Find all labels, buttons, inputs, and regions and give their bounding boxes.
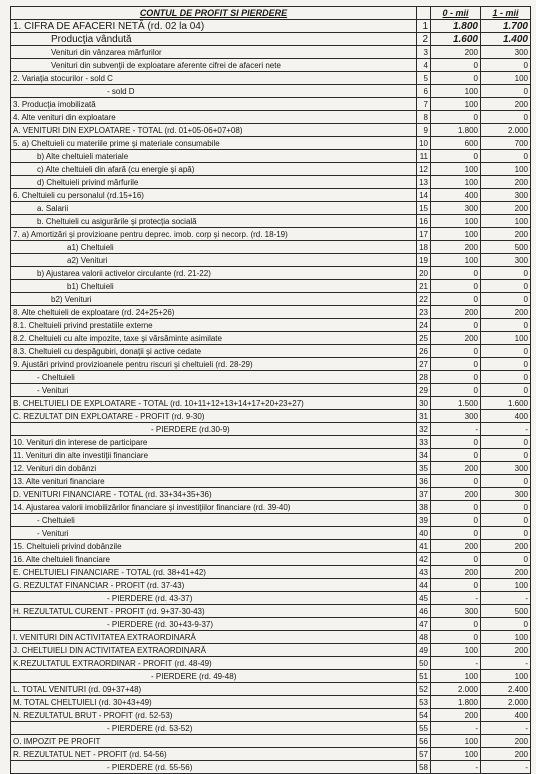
value-curr: - xyxy=(481,761,531,774)
row-number: 43 xyxy=(417,566,431,579)
row-label: 13. Alte venituri financiare xyxy=(11,475,417,488)
row-number: 35 xyxy=(417,462,431,475)
value-curr: 0 xyxy=(481,150,531,163)
value-curr: 0 xyxy=(481,618,531,631)
table-row xyxy=(11,20,531,33)
table-row xyxy=(11,345,531,358)
value-prev: 0 xyxy=(431,150,481,163)
table-row xyxy=(11,657,531,670)
value-prev: 200 xyxy=(431,488,481,501)
value-curr: 0 xyxy=(481,267,531,280)
value-curr: 200 xyxy=(481,306,531,319)
row-number: 21 xyxy=(417,280,431,293)
value-curr: 200 xyxy=(481,566,531,579)
value-prev: 100 xyxy=(431,254,481,267)
row-number: 57 xyxy=(417,748,431,761)
row-label: - PIERDERE (rd.30-9) xyxy=(11,423,417,436)
row-number: 45 xyxy=(417,592,431,605)
row-label: N. REZULTATUL BRUT - PROFIT (rd. 52-53) xyxy=(11,709,417,722)
row-number: 58 xyxy=(417,761,431,774)
row-number: 2 xyxy=(417,33,431,46)
value-curr: 0 xyxy=(481,85,531,98)
row-number: 52 xyxy=(417,683,431,696)
value-curr: 0 xyxy=(481,501,531,514)
row-label: G. REZULTAT FINANCIAR - PROFIT (rd. 37-43) xyxy=(11,579,417,592)
table-row xyxy=(11,137,531,150)
row-label: b1) Cheltuieli xyxy=(11,280,417,293)
value-curr: 200 xyxy=(481,735,531,748)
row-number: 20 xyxy=(417,267,431,280)
table-row xyxy=(11,644,531,657)
value-prev: 2.000 xyxy=(431,683,481,696)
table-row xyxy=(11,761,531,774)
row-number: 38 xyxy=(417,501,431,514)
row-label: I. VENITURI DIN ACTIVITATEA EXTRAORDINARĂ xyxy=(11,631,417,644)
row-number: 48 xyxy=(417,631,431,644)
row-label: 16. Alte cheltuieli financiare xyxy=(11,553,417,566)
value-prev: 0 xyxy=(431,579,481,592)
table-row xyxy=(11,215,531,228)
table-row xyxy=(11,72,531,85)
value-curr: 300 xyxy=(481,46,531,59)
row-label: Venituri din vânzarea mărfurilor xyxy=(11,46,417,59)
value-curr: 200 xyxy=(481,540,531,553)
value-curr: 100 xyxy=(481,631,531,644)
value-curr: 0 xyxy=(481,371,531,384)
value-prev: - xyxy=(431,423,481,436)
row-label: Producţia vândută xyxy=(11,33,417,46)
profit-loss-table xyxy=(10,6,531,774)
row-label: 7. a) Amortizări şi provizioane pentru deprec. imob. corp şi necorp. (rd. 18-19) xyxy=(11,228,417,241)
value-prev: 300 xyxy=(431,605,481,618)
table-row xyxy=(11,436,531,449)
table-row xyxy=(11,228,531,241)
table-row xyxy=(11,475,531,488)
row-number: 14 xyxy=(417,189,431,202)
row-number: 50 xyxy=(417,657,431,670)
value-curr: 2.400 xyxy=(481,683,531,696)
value-prev: 200 xyxy=(431,332,481,345)
row-label: K.REZULTATUL EXTRAORDINAR - PROFIT (rd. 48-49) xyxy=(11,657,417,670)
table-row xyxy=(11,124,531,137)
value-prev: 0 xyxy=(431,358,481,371)
row-number: 23 xyxy=(417,306,431,319)
row-label: 6. Cheltuieli cu personalul (rd.15+16) xyxy=(11,189,417,202)
row-label: 12. Venituri din dobânzi xyxy=(11,462,417,475)
table-row xyxy=(11,254,531,267)
row-label: O. IMPOZIT PE PROFIT xyxy=(11,735,417,748)
value-curr: 0 xyxy=(481,319,531,332)
value-prev: 0 xyxy=(431,111,481,124)
row-number: 9 xyxy=(417,124,431,137)
value-prev: 300 xyxy=(431,410,481,423)
value-curr: 300 xyxy=(481,189,531,202)
table-row xyxy=(11,462,531,475)
table-row xyxy=(11,514,531,527)
row-number: 5 xyxy=(417,72,431,85)
row-label: c) Alte cheltuieli din afară (cu energie şi apă) xyxy=(11,163,417,176)
table-row xyxy=(11,306,531,319)
row-number: 30 xyxy=(417,397,431,410)
row-label: - Cheltuieli xyxy=(11,371,417,384)
row-number: 27 xyxy=(417,358,431,371)
value-prev: 100 xyxy=(431,735,481,748)
row-number: 36 xyxy=(417,475,431,488)
row-number: 11 xyxy=(417,150,431,163)
value-curr: 0 xyxy=(481,358,531,371)
table-row xyxy=(11,618,531,631)
value-prev: 100 xyxy=(431,748,481,761)
value-prev: 100 xyxy=(431,670,481,683)
row-number: 47 xyxy=(417,618,431,631)
row-label: 8.2. Cheltuieli cu alte impozite, taxe şi vărsăminte asimilate xyxy=(11,332,417,345)
row-number: 39 xyxy=(417,514,431,527)
table-row xyxy=(11,527,531,540)
value-curr: 100 xyxy=(481,670,531,683)
row-label: a1) Cheltuieli xyxy=(11,241,417,254)
column-header-curr: 1 - mii xyxy=(481,7,531,20)
value-curr: 100 xyxy=(481,332,531,345)
row-label: - PIERDERE (rd. 49-48) xyxy=(11,670,417,683)
row-number: 12 xyxy=(417,163,431,176)
value-prev: 100 xyxy=(431,163,481,176)
row-number: 8 xyxy=(417,111,431,124)
value-curr: 200 xyxy=(481,748,531,761)
row-label: - PIERDERE (rd. 53-52) xyxy=(11,722,417,735)
value-prev: 400 xyxy=(431,189,481,202)
value-prev: 0 xyxy=(431,384,481,397)
value-curr: 0 xyxy=(481,59,531,72)
table-row xyxy=(11,683,531,696)
row-number: 16 xyxy=(417,215,431,228)
value-prev: 100 xyxy=(431,644,481,657)
value-curr: 100 xyxy=(481,579,531,592)
row-number: 29 xyxy=(417,384,431,397)
row-label: d) Cheltuieli privind mărfurile xyxy=(11,176,417,189)
value-prev: 1.800 xyxy=(431,20,481,33)
value-prev: 100 xyxy=(431,228,481,241)
row-label: M. TOTAL CHELTUIELI (rd. 30+43+49) xyxy=(11,696,417,709)
table-row xyxy=(11,150,531,163)
table-row xyxy=(11,423,531,436)
value-prev: 0 xyxy=(431,527,481,540)
row-number: 19 xyxy=(417,254,431,267)
table-row xyxy=(11,189,531,202)
value-curr: 0 xyxy=(481,293,531,306)
value-prev: 0 xyxy=(431,280,481,293)
value-curr: 0 xyxy=(481,527,531,540)
row-label: - Venituri xyxy=(11,527,417,540)
row-label: 10. Venituri din interese de participare xyxy=(11,436,417,449)
table-row xyxy=(11,111,531,124)
value-curr: 1.600 xyxy=(481,397,531,410)
row-number: 18 xyxy=(417,241,431,254)
value-prev: 0 xyxy=(431,345,481,358)
row-label: 3. Producţia imobilizată xyxy=(11,98,417,111)
value-curr: 1.400 xyxy=(481,33,531,46)
table-row xyxy=(11,553,531,566)
table-row xyxy=(11,46,531,59)
row-label: 1. CIFRA DE AFACERI NETĂ (rd. 02 la 04) xyxy=(11,20,417,33)
row-label: b2) Venituri xyxy=(11,293,417,306)
row-label: - PIERDERE (rd. 43-37) xyxy=(11,592,417,605)
value-curr: 0 xyxy=(481,475,531,488)
row-label: a2) Venituri xyxy=(11,254,417,267)
value-prev: - xyxy=(431,592,481,605)
value-curr: 0 xyxy=(481,436,531,449)
table-header-row xyxy=(11,7,531,20)
table-row xyxy=(11,670,531,683)
row-number: 41 xyxy=(417,540,431,553)
table-row xyxy=(11,566,531,579)
table-row xyxy=(11,735,531,748)
row-label: Venituri din subvenţii de exploatare aferente cifrei de afaceri nete xyxy=(11,59,417,72)
value-curr: - xyxy=(481,657,531,670)
table-row xyxy=(11,98,531,111)
value-prev: 100 xyxy=(431,85,481,98)
table-row xyxy=(11,748,531,761)
value-prev: 1.800 xyxy=(431,124,481,137)
value-prev: 1.600 xyxy=(431,33,481,46)
row-number: 33 xyxy=(417,436,431,449)
table-row xyxy=(11,163,531,176)
value-curr: 0 xyxy=(481,111,531,124)
row-number: 22 xyxy=(417,293,431,306)
row-label: R. REZULTATUL NET - PROFIT (rd. 54-56) xyxy=(11,748,417,761)
value-prev: 0 xyxy=(431,319,481,332)
table-body xyxy=(11,20,531,774)
row-label: a. Salarii xyxy=(11,202,417,215)
value-curr: 200 xyxy=(481,98,531,111)
row-label: - Cheltuieli xyxy=(11,514,417,527)
value-curr: 0 xyxy=(481,384,531,397)
table-row xyxy=(11,592,531,605)
value-curr: 500 xyxy=(481,605,531,618)
row-number: 44 xyxy=(417,579,431,592)
value-prev: 200 xyxy=(431,566,481,579)
row-number: 56 xyxy=(417,735,431,748)
value-curr: 200 xyxy=(481,644,531,657)
row-number: 51 xyxy=(417,670,431,683)
value-curr: 300 xyxy=(481,462,531,475)
row-number: 31 xyxy=(417,410,431,423)
document-title: CONTUL DE PROFIT SI PIERDERE xyxy=(11,7,417,20)
value-prev: 0 xyxy=(431,501,481,514)
value-curr: 100 xyxy=(481,72,531,85)
table-row xyxy=(11,241,531,254)
row-number: 34 xyxy=(417,449,431,462)
row-label: 14. Ajustarea valorii imobilizărilor financiare şi investiţiilor financiare (rd. 39-40) xyxy=(11,501,417,514)
value-prev: - xyxy=(431,761,481,774)
row-label: C. REZULTAT DIN EXPLOATARE - PROFIT (rd. 9-30) xyxy=(11,410,417,423)
table-row xyxy=(11,384,531,397)
value-prev: 0 xyxy=(431,475,481,488)
row-label: - sold D xyxy=(11,85,417,98)
table-row xyxy=(11,696,531,709)
row-number: 13 xyxy=(417,176,431,189)
row-number: 24 xyxy=(417,319,431,332)
value-curr: 100 xyxy=(481,163,531,176)
table-row xyxy=(11,709,531,722)
value-curr: 1.700 xyxy=(481,20,531,33)
row-number: 55 xyxy=(417,722,431,735)
value-curr: - xyxy=(481,722,531,735)
row-number: 25 xyxy=(417,332,431,345)
row-label: A. VENITURI DIN EXPLOATARE - TOTAL (rd. 01+05-06+07+08) xyxy=(11,124,417,137)
row-number: 37 xyxy=(417,488,431,501)
value-prev: 0 xyxy=(431,371,481,384)
value-curr: 0 xyxy=(481,345,531,358)
column-header-prev: 0 - mii xyxy=(431,7,481,20)
value-prev: 200 xyxy=(431,709,481,722)
row-number: 26 xyxy=(417,345,431,358)
value-prev: 0 xyxy=(431,59,481,72)
value-curr: 200 xyxy=(481,176,531,189)
table-row xyxy=(11,280,531,293)
table-row xyxy=(11,540,531,553)
value-prev: 200 xyxy=(431,46,481,59)
value-prev: 0 xyxy=(431,514,481,527)
row-number: 17 xyxy=(417,228,431,241)
value-prev: 0 xyxy=(431,436,481,449)
value-curr: 100 xyxy=(481,215,531,228)
value-prev: - xyxy=(431,657,481,670)
row-label: H. REZULTATUL CURENT - PROFIT (rd. 9+37-30-43) xyxy=(11,605,417,618)
row-number: 54 xyxy=(417,709,431,722)
row-label: 8.1. Cheltuieli privind prestatiile externe xyxy=(11,319,417,332)
table-row xyxy=(11,631,531,644)
row-number: 42 xyxy=(417,553,431,566)
row-label: b. Cheltuieli cu asigurările şi protecţia socială xyxy=(11,215,417,228)
table-row xyxy=(11,176,531,189)
row-number: 15 xyxy=(417,202,431,215)
value-curr: 500 xyxy=(481,241,531,254)
table-row xyxy=(11,410,531,423)
value-curr: 0 xyxy=(481,514,531,527)
value-curr: 300 xyxy=(481,254,531,267)
row-number: 32 xyxy=(417,423,431,436)
value-prev: 1.800 xyxy=(431,696,481,709)
row-number: 46 xyxy=(417,605,431,618)
value-prev: 0 xyxy=(431,267,481,280)
value-curr: 400 xyxy=(481,709,531,722)
value-prev: 200 xyxy=(431,306,481,319)
row-label: b) Ajustarea valorii activelor circulante (rd. 21-22) xyxy=(11,267,417,280)
row-label: - Venituri xyxy=(11,384,417,397)
row-label: - PIERDERE (rd. 30+43-9-37) xyxy=(11,618,417,631)
value-curr: 0 xyxy=(481,553,531,566)
row-number: 7 xyxy=(417,98,431,111)
value-curr: 200 xyxy=(481,228,531,241)
value-prev: 0 xyxy=(431,449,481,462)
row-label: 8. Alte cheltuieli de exploatare (rd. 24+25+26) xyxy=(11,306,417,319)
value-curr: 2.000 xyxy=(481,124,531,137)
row-number: 28 xyxy=(417,371,431,384)
value-prev: 100 xyxy=(431,215,481,228)
value-prev: 0 xyxy=(431,293,481,306)
value-curr: 400 xyxy=(481,410,531,423)
table-row xyxy=(11,59,531,72)
row-label: 2. Variaţia stocurilor - sold C xyxy=(11,72,417,85)
row-label: B. CHELTUIELI DE EXPLOATARE - TOTAL (rd. 10+11+12+13+14+17+20+23+27) xyxy=(11,397,417,410)
value-curr: - xyxy=(481,423,531,436)
row-number-header xyxy=(417,7,431,20)
row-label: D. VENITURI FINANCIARE - TOTAL (rd. 33+34+35+36) xyxy=(11,488,417,501)
table-row xyxy=(11,371,531,384)
row-label: 5. a) Cheltuieli cu materiile prime şi materiale consumabile xyxy=(11,137,417,150)
row-label: b) Alte cheltuieli materiale xyxy=(11,150,417,163)
value-prev: 100 xyxy=(431,98,481,111)
value-curr: 0 xyxy=(481,280,531,293)
value-prev: 100 xyxy=(431,176,481,189)
table-row xyxy=(11,722,531,735)
row-number: 6 xyxy=(417,85,431,98)
table-row xyxy=(11,501,531,514)
table-row xyxy=(11,579,531,592)
row-number: 40 xyxy=(417,527,431,540)
table-row xyxy=(11,267,531,280)
row-label: L. TOTAL VENITURI (rd. 09+37+48) xyxy=(11,683,417,696)
row-number: 53 xyxy=(417,696,431,709)
row-number: 49 xyxy=(417,644,431,657)
value-curr: 300 xyxy=(481,488,531,501)
value-prev: 200 xyxy=(431,241,481,254)
value-prev: 0 xyxy=(431,72,481,85)
table-row xyxy=(11,332,531,345)
value-curr: 700 xyxy=(481,137,531,150)
table-row xyxy=(11,358,531,371)
value-curr: 200 xyxy=(481,202,531,215)
value-curr: 2.000 xyxy=(481,696,531,709)
row-number: 4 xyxy=(417,59,431,72)
value-prev: 200 xyxy=(431,540,481,553)
table-row xyxy=(11,293,531,306)
value-prev: 0 xyxy=(431,631,481,644)
row-label: 9. Ajustări privind provizioanele pentru riscuri şi cheltuieli (rd. 28-29) xyxy=(11,358,417,371)
row-label: 15. Cheltuieli privind dobânzile xyxy=(11,540,417,553)
table-row xyxy=(11,605,531,618)
row-label: J. CHELTUIELI DIN ACTIVITATEA EXTRAORDINARĂ xyxy=(11,644,417,657)
table-row xyxy=(11,319,531,332)
value-prev: 200 xyxy=(431,462,481,475)
value-curr: - xyxy=(481,592,531,605)
table-row xyxy=(11,449,531,462)
row-label: E. CHELTUIELI FINANCIARE - TOTAL (rd. 38+41+42) xyxy=(11,566,417,579)
row-number: 1 xyxy=(417,20,431,33)
value-curr: 0 xyxy=(481,449,531,462)
value-prev: 600 xyxy=(431,137,481,150)
row-number: 3 xyxy=(417,46,431,59)
row-label: 4. Alte venituri din exploatare xyxy=(11,111,417,124)
table-row xyxy=(11,488,531,501)
value-prev: 1.500 xyxy=(431,397,481,410)
table-row xyxy=(11,85,531,98)
row-number: 10 xyxy=(417,137,431,150)
table-row xyxy=(11,397,531,410)
table-row xyxy=(11,33,531,46)
profit-loss-document xyxy=(10,6,530,774)
row-label: 11. Venituri din alte investiţii financiare xyxy=(11,449,417,462)
row-label: 8.3. Cheltuieli cu despăgubiri, donaţii şi active cedate xyxy=(11,345,417,358)
value-prev: 0 xyxy=(431,618,481,631)
value-prev: 300 xyxy=(431,202,481,215)
row-label: - PIERDERE (rd. 55-56) xyxy=(11,761,417,774)
value-prev: 0 xyxy=(431,553,481,566)
value-prev: - xyxy=(431,722,481,735)
table-row xyxy=(11,202,531,215)
